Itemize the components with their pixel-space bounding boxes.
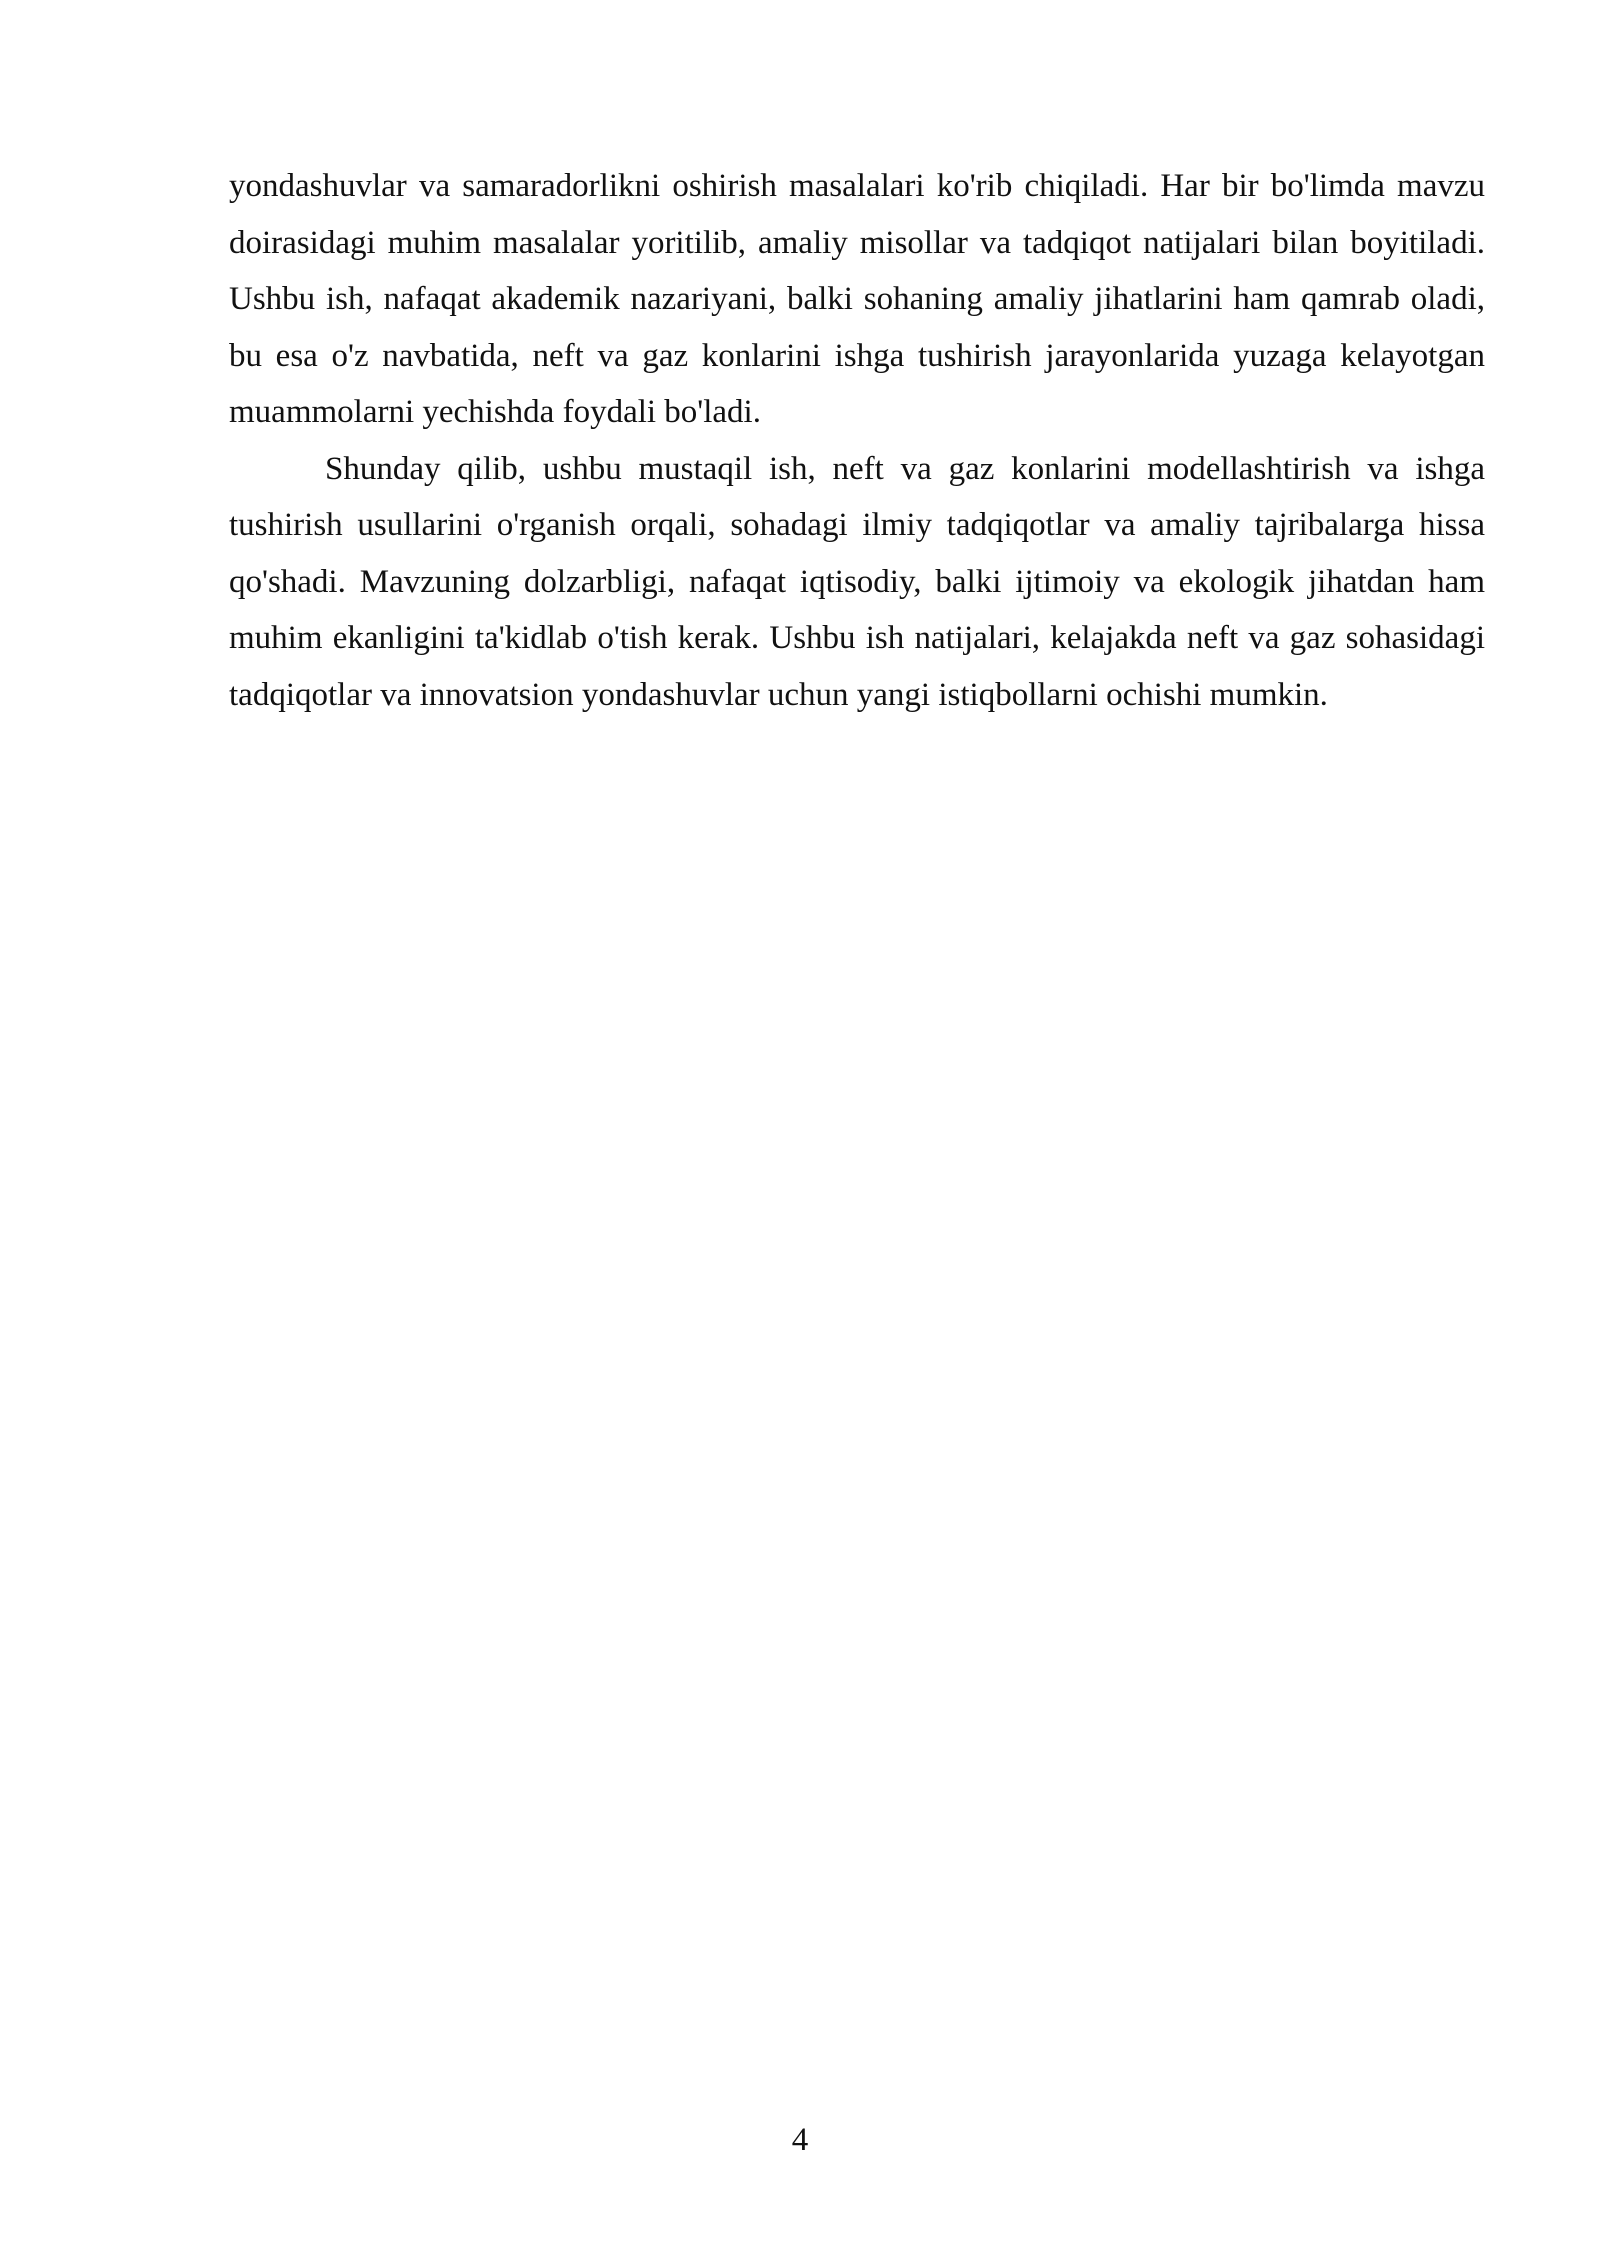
document-body [229, 158, 1485, 723]
paragraph-continuation: yondashuvlar va samaradorlikni oshirish masalalari ko'rib chiqiladi. Har bir bo'limda mavzu doirasidagi muhim masalalar yoritilib, amaliy misollar va tadqiqot natijalari bilan boyitiladi. Ushbu ish, nafaqat akademik nazariyani, balki sohaning amaliy jihatlarini ham qamrab oladi, bu esa o'z navbatida, neft va gaz konlarini ishga tushirish jarayonlarida yuzaga kelayotgan muammolarni yechishda foydali bo'ladi. [229, 168, 1485, 430]
paragraph-conclusion: Shunday qilib, ushbu mustaqil ish, neft va gaz konlarini modellashtirish va ishga tushirish usullarini o'rganish orqali, sohadagi ilmiy tadqiqotlar va amaliy tajribalarga hissa qo'shadi. Mavzuning dolzarbligi, nafaqat iqtisodiy, balki ijtimoiy va ekologik jihatdan ham muhim ekanligini ta'kidlab o'tish kerak. Ushbu ish natijalari, kelajakda neft va gaz sohasidagi tadqiqotlar va innovatsion yondashuvlar uchun yangi istiqbollarni ochishi mumkin. [229, 450, 1485, 713]
page-number: 4 [791, 2122, 809, 2158]
